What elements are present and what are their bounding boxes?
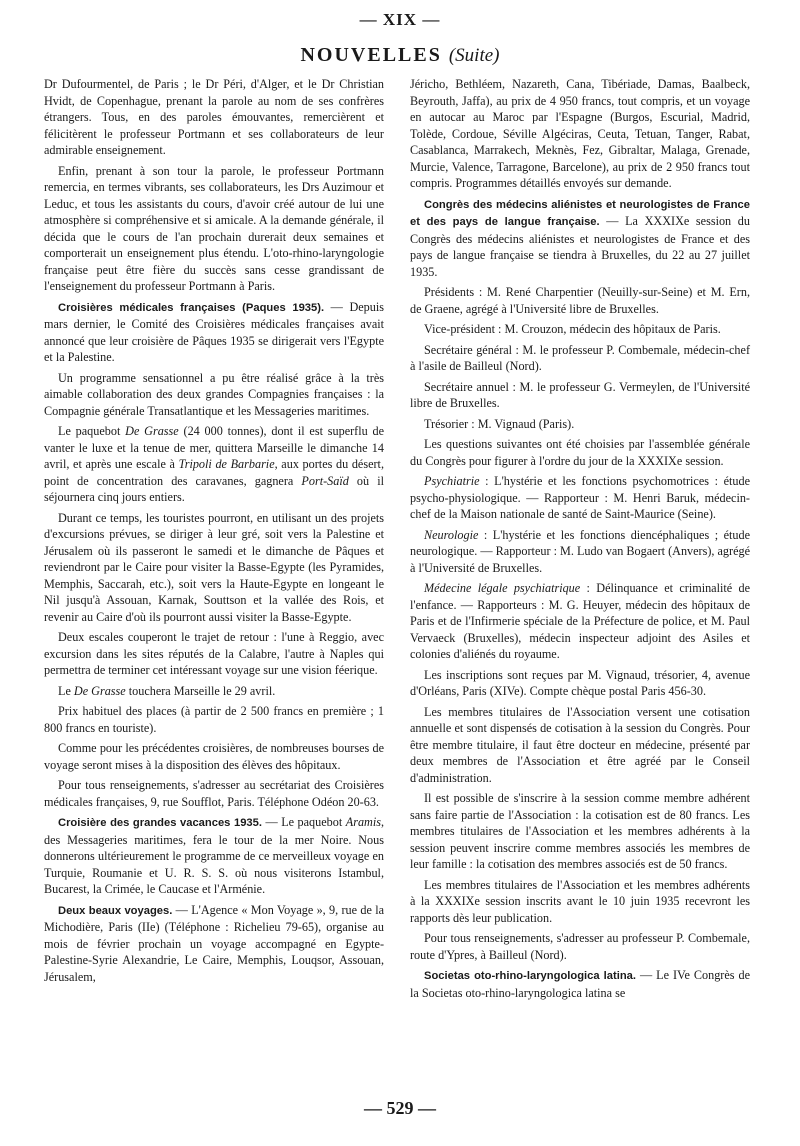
news-heading: Deux beaux voyages. xyxy=(58,904,173,917)
text: (24 000 tonnes), dont il est superflu de vanter le luxe et la tenue de mer, quittera Marseille le dimanche 14 avril, et après une escale à xyxy=(44,424,385,471)
news-text: , des Messageries maritimes, fera le tour de la mer Noire. Nous donnerons ultérieurement le programme de ce merveilleux voyage en Turquie, Roumanie et U. R. S. S. où nous visiterons Istambul, Bucarest, la Crimée, le Caucase et l'Arménie. xyxy=(44,815,385,896)
paragraph: Un programme sensationnel a pu être réalisé grâce à la très aimable collaboration des deux grandes Compagnies françaises : la Compagnie générale Transatlantique et les Messageries maritimes. xyxy=(44,370,384,418)
paragraph: Jéricho, Bethléem, Nazareth, Cana, Tibériade, Damas, Baalbeck, Beyrouth, Jaffa), au prix de 4 950 francs, tout compris, et un voyage en autocar au Maroc par l'Espagne (Burgos, Escurial, Madrid, Tolède, Cordoue, Séville Algéciras, Ceuta, Tetuan, Tanger, Rabat, Casablanca, Marrakech, Meknès, Fez, Gibraltar, Malaga, Grenade, Murcie, Valence, Tarragone, Barcelone), au prix de 2 950 francs tout compris. Programmes détaillés envoyés sur demande. xyxy=(410,77,750,190)
paragraph: Dr Dufourmentel, de Paris ; le Dr Péri, d'Alger, et le Dr Christian Hvidt, de Copenhague, prenant la parole au nom de ses confrères étrangers. Tous, en des paroles émouvantes, remercièrent et félicitèrent le professeur Portmann et ses collaborateurs de leur admirable enseignement. xyxy=(44,77,384,157)
paragraph xyxy=(44,683,384,700)
paragraph: Durant ce temps, les touristes pourront, en utilisant un des projets d'excursions prévues, se diriger à leur gré, soit vers la Palestine et Jérusalem où ils passeront le samedi et le dimanche de Pâques et reviendront par le Caire pour visiter la Basse-Egypte (les Pyramides, Memphis, Saccarah, etc.), soit vers la Haute-Egypte en longeant le Nil jusqu'à Assouan, Karnak, Souttson et la vallée des Rois, et revenir au Caire d'où ils pourront aussi visiter la Basse-Egypte. xyxy=(44,510,384,624)
text: : Délinquance et criminalité de l'enfance. — Rapporteurs : M. G. Heuyer, médecin des hôpitaux de Paris et de l'Infirmerie spéciale de la Préfecture de police, et M. Paul Vervaeck (Bruxelles), médecin inspecteur adjoint des Asiles et colonies d'aliénés du royaume. xyxy=(410,581,751,661)
page-number: — 529 — xyxy=(364,1098,436,1118)
paragraph xyxy=(410,580,750,663)
ship-name: Aramis xyxy=(345,815,381,829)
paragraph: Présidents : M. René Charpentier (Neuilly-sur-Seine) et M. Ern, de Graene, agrégé à l'Université libre de Bruxelles. xyxy=(410,285,750,316)
news-item xyxy=(44,814,384,898)
news-text: — L'Agence « Mon Voyage », 9, rue de la Michodière, Paris (IIe) (Téléphone : Richelieu 79-65), organise au mois de février prochain un voyage accompagné en Egypte-Palestine-Syrie Alexandrie, Le Caire, Memphis, Louqsor, Assouan, Jérusalem, xyxy=(44,902,385,984)
paragraph: Il est possible de s'inscrire à la session comme membre adhérent sans faire partie de l'Association : la cotisation est de 80 francs. Les membres titulaires de l'Association et les membres adhérents à la session peuvent inscrire comme membres associés les membres de leur famille : la cotisation des membres associés est de 50 francs. xyxy=(410,791,750,871)
title-suite: (Suite) xyxy=(448,45,500,66)
paragraph: Pour tous renseignements, s'adresser au secrétariat des Croisières médicales françaises, 9, rue Soufflot, Paris. Téléphone Odéon 20-63. xyxy=(44,778,384,809)
paragraph: Vice-président : M. Crouzon, médecin des hôpitaux de Paris. xyxy=(424,322,721,336)
topic-label: Psychiatrie xyxy=(424,474,480,488)
paragraph: Secrétaire général : M. le professeur P. Combemale, médecin-chef à l'asile de Bailleul (Nord). xyxy=(410,342,750,373)
news-heading: Congrès des médecins aliénistes et neurologistes de France et des pays de langue française. xyxy=(410,198,750,228)
paragraph: Les membres titulaires de l'Association et les membres adhérents à la XXXIXe session inscrits avant le 10 juin 1935 recevront les rapports dès leur publication. xyxy=(410,877,750,925)
text: , aux portes du désert, point de concentration des caravanes, gagnera xyxy=(44,457,384,488)
page-roman-numeral: — XIX — xyxy=(359,10,441,29)
paragraph: Pour tous renseignements, s'adresser au professeur P. Combemale, route d'Ypres, à Bailleul (Nord). xyxy=(410,931,750,962)
paragraph: Les questions suivantes ont été choisies par l'assemblée générale du Congrès pour figurer à l'ordre du jour de la XXXIXe session. xyxy=(410,437,750,468)
text: où il séjournera cinq jours entiers. xyxy=(44,473,384,504)
left-column xyxy=(44,76,384,989)
news-item xyxy=(44,299,384,366)
text: Le xyxy=(58,683,74,698)
paragraph: Prix habituel des places (à partir de 2 500 francs en première ; 1 800 francs en touriste). xyxy=(44,704,384,735)
news-item xyxy=(410,967,750,1001)
news-heading: Societas oto-rhino-laryngologica latina. xyxy=(424,970,636,982)
paragraph: Trésorier : M. Vignaud (Paris). xyxy=(424,416,575,431)
news-item xyxy=(44,902,384,986)
page-title xyxy=(0,44,800,67)
paragraph: Les inscriptions sont reçues par M. Vignaud, trésorier, 4, avenue d'Orléans, Paris (XIVe). Compte chèque postal Paris 456-30. xyxy=(410,667,750,698)
text: touchera Marseille le 29 avril. xyxy=(125,683,276,698)
news-text: — Depuis mars dernier, le Comité des Croisières médicales françaises avait annoncé que leur croisière de Pâques 1935 se dirigerait vers l'Egypte et la Palestine. xyxy=(44,299,384,364)
paragraph xyxy=(410,473,750,523)
place-name: Port-Saïd xyxy=(301,473,349,488)
paragraph: Les membres titulaires de l'Association versent une cotisation annuelle et sont dispensés de cotisation à la session du Congrès. Pour être membre titulaire, il faut être docteur en médecine, présenté par deux membres de l'Association et être agréé par le Conseil d'administration. xyxy=(410,704,750,785)
news-text: — Le paquebot xyxy=(261,815,346,829)
title-text: NOUVELLES xyxy=(300,44,442,66)
news-text: — La XXXIXe session du Congrès des médecins aliénistes et neurologistes de France et des pays de langue française se tiendra à Bruxelles, du 22 au 27 juillet 1935. xyxy=(410,214,750,279)
text: : L'hystérie et les fonctions psychomotrices : étude psycho-physiologique. — Rapporteur : M. Henri Baruk, médecin-chef de la Maison nationale de santé de Saint-Maurice (Seine). xyxy=(410,474,750,521)
news-text: — Le IVe Congrès de la Societas oto-rhino-laryngologica latina se xyxy=(410,968,750,1000)
topic-label: Médecine légale psychiatrique xyxy=(424,581,581,595)
news-item xyxy=(410,196,750,281)
paragraph: Comme pour les précédentes croisières, de nombreuses bourses de voyage seront mises à la disposition des élèves des hôpitaux. xyxy=(44,741,384,772)
news-heading: Croisière des grandes vacances 1935. xyxy=(58,817,262,829)
paragraph: Deux escales couperont le trajet de retour : l'une à Reggio, avec excursion dans les sites réputés de la Calabre, l'autre à Naples qui permettra de terminer cet intéressant voyage sur une vision féerique. xyxy=(44,630,384,677)
paragraph xyxy=(410,527,750,577)
topic-label: Neurologie xyxy=(424,527,479,542)
text: : L'hystérie et les fonctions diencéphaliques ; étude neurologique. — Rapporteur : M. Ludo van Bogaert (Anvers), agrégé à l'Université de Bruxelles. xyxy=(410,527,750,575)
ship-name: De Grasse xyxy=(125,424,179,438)
text: Le paquebot xyxy=(58,424,126,438)
paragraph: Enfin, prenant à son tour la parole, le professeur Portmann remercia, en termes vibrants, ses collaborateurs, les Drs Auzimour et Leduc, et tous les assistants du cours, d'avoir créé autour de lui une atmosphère si compréhensive et si amicale. A la demande générale, il décida que le cours de l'an prochain durerait deux semaines et comporterait un enseignement plus étendu. L'oto-rhino-laryngologie française peut être fière du succès sans cesse grandissant de l'enseignement du professeur Portmann à Paris. xyxy=(44,163,384,293)
paragraph: Secrétaire annuel : M. le professeur G. Vermeylen, de l'Université libre de Bruxelles. xyxy=(410,379,750,410)
ship-name: De Grasse xyxy=(73,683,126,698)
right-column xyxy=(410,76,750,1005)
news-heading: Croisières médicales françaises (Paques 1935). xyxy=(58,301,325,314)
place-name: Tripoli de Barbarie xyxy=(178,457,275,471)
paragraph xyxy=(44,423,384,506)
